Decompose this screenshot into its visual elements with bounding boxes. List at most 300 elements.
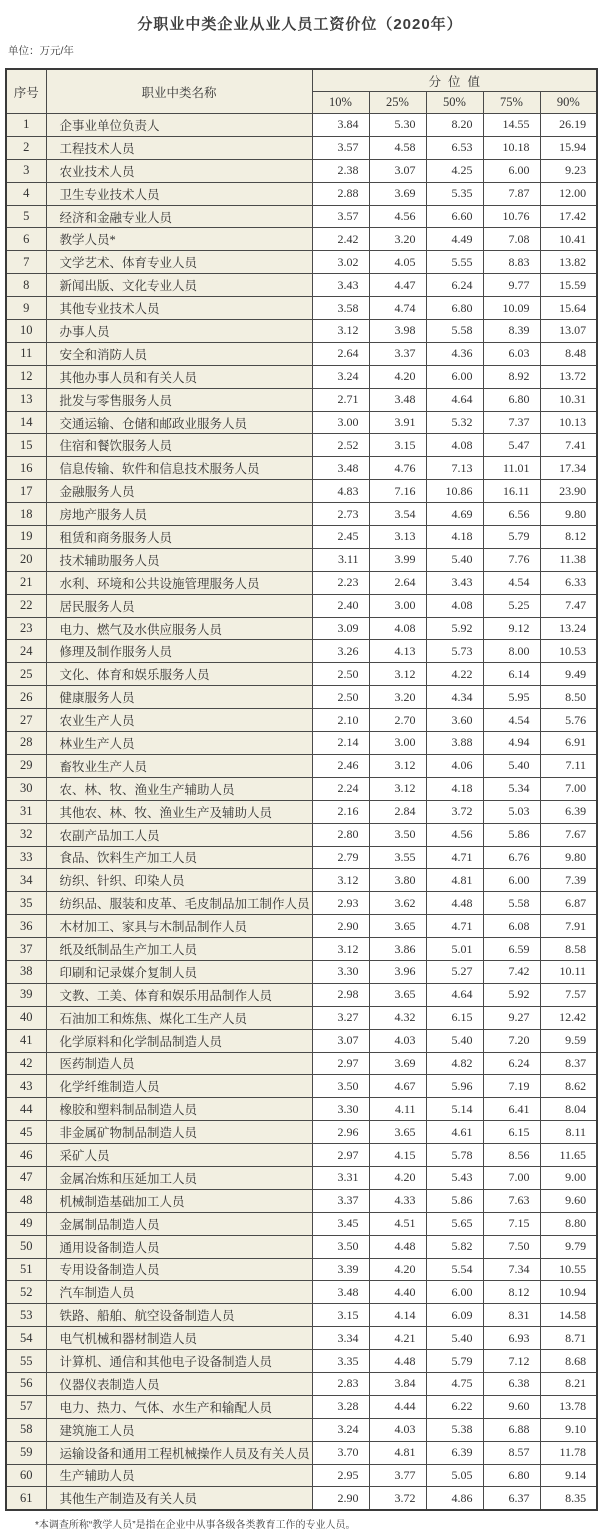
row-index-cell: 38 (6, 960, 46, 983)
occupation-name-cell: 修理及制作服务人员 (46, 640, 312, 663)
value-cell-25: 4.76 (369, 457, 426, 480)
occupation-name-cell: 其他办事人员和有关人员 (46, 365, 312, 388)
value-cell-10: 2.24 (312, 777, 369, 800)
table-row (6, 320, 597, 343)
table-row (6, 1327, 597, 1350)
occupation-name-cell: 安全和消防人员 (46, 342, 312, 365)
occupation-name-cell: 金融服务人员 (46, 480, 312, 503)
value-cell-75: 7.34 (483, 1258, 540, 1281)
value-cell-90: 8.12 (540, 526, 597, 549)
value-cell-25: 3.37 (369, 342, 426, 365)
value-cell-50: 4.36 (426, 342, 483, 365)
value-cell-90: 7.67 (540, 823, 597, 846)
value-cell-25: 3.20 (369, 228, 426, 251)
table-row (6, 732, 597, 755)
value-cell-75: 6.80 (483, 388, 540, 411)
row-index-cell: 47 (6, 1166, 46, 1189)
value-cell-75: 5.86 (483, 823, 540, 846)
value-cell-50: 5.05 (426, 1464, 483, 1487)
table-row (6, 1189, 597, 1212)
value-cell-25: 3.65 (369, 983, 426, 1006)
occupation-name-cell: 化学纤维制造人员 (46, 1075, 312, 1098)
value-cell-75: 7.19 (483, 1075, 540, 1098)
value-cell-90: 7.47 (540, 594, 597, 617)
value-cell-75: 9.77 (483, 274, 540, 297)
value-cell-90: 8.62 (540, 1075, 597, 1098)
occupation-name-cell: 食品、饮料生产加工人员 (46, 846, 312, 869)
value-cell-50: 3.72 (426, 800, 483, 823)
value-cell-50: 4.81 (426, 869, 483, 892)
wage-quantile-table (5, 68, 598, 1511)
value-cell-50: 6.00 (426, 365, 483, 388)
row-index-cell: 26 (6, 686, 46, 709)
row-index-cell: 56 (6, 1372, 46, 1395)
header-quantile-50: 50% (426, 92, 483, 114)
value-cell-75: 6.59 (483, 938, 540, 961)
header-quantile-10: 10% (312, 92, 369, 114)
value-cell-25: 3.12 (369, 754, 426, 777)
value-cell-25: 3.65 (369, 915, 426, 938)
row-index-cell: 1 (6, 114, 46, 137)
table-row (6, 1212, 597, 1235)
value-cell-10: 3.30 (312, 960, 369, 983)
value-cell-25: 4.21 (369, 1327, 426, 1350)
unit-label: 单位：万元/年 (8, 45, 74, 57)
occupation-name-cell: 畜牧业生产人员 (46, 754, 312, 777)
row-index-cell: 43 (6, 1075, 46, 1098)
table-row (6, 365, 597, 388)
row-index-cell: 37 (6, 938, 46, 961)
value-cell-75: 5.47 (483, 434, 540, 457)
value-cell-50: 4.49 (426, 228, 483, 251)
value-cell-25: 4.67 (369, 1075, 426, 1098)
row-index-cell: 10 (6, 320, 46, 343)
occupation-name-cell: 纸及纸制品生产加工人员 (46, 938, 312, 961)
table-row (6, 1487, 597, 1510)
occupation-name-cell: 非金属矿物制品制造人员 (46, 1121, 312, 1144)
value-cell-25: 3.62 (369, 892, 426, 915)
value-cell-75: 7.08 (483, 228, 540, 251)
table-row (6, 915, 597, 938)
value-cell-90: 10.55 (540, 1258, 597, 1281)
header-quantile-75: 75% (483, 92, 540, 114)
header-occupation-name: 职业中类名称 (46, 69, 312, 114)
table-row (6, 114, 597, 137)
table-row (6, 297, 597, 320)
value-cell-10: 3.48 (312, 457, 369, 480)
value-cell-50: 4.48 (426, 892, 483, 915)
value-cell-10: 2.98 (312, 983, 369, 1006)
value-cell-90: 9.79 (540, 1235, 597, 1258)
occupation-name-cell: 建筑施工人员 (46, 1418, 312, 1441)
value-cell-25: 4.14 (369, 1304, 426, 1327)
table-row (6, 1029, 597, 1052)
value-cell-75: 7.00 (483, 1166, 540, 1189)
value-cell-10: 2.46 (312, 754, 369, 777)
occupation-name-cell: 生产辅助人员 (46, 1464, 312, 1487)
row-index-cell: 60 (6, 1464, 46, 1487)
table-row (6, 846, 597, 869)
value-cell-10: 2.83 (312, 1372, 369, 1395)
row-index-cell: 19 (6, 526, 46, 549)
table-row (6, 709, 597, 732)
table-row (6, 342, 597, 365)
occupation-name-cell: 电力、热力、气体、水生产和输配人员 (46, 1395, 312, 1418)
value-cell-10: 2.93 (312, 892, 369, 915)
header-index: 序号 (6, 69, 46, 114)
value-cell-50: 5.27 (426, 960, 483, 983)
value-cell-50: 10.86 (426, 480, 483, 503)
row-index-cell: 2 (6, 136, 46, 159)
table-row (6, 182, 597, 205)
row-index-cell: 39 (6, 983, 46, 1006)
occupation-name-cell: 住宿和餐饮服务人员 (46, 434, 312, 457)
value-cell-75: 7.50 (483, 1235, 540, 1258)
value-cell-50: 4.18 (426, 777, 483, 800)
value-cell-90: 8.11 (540, 1121, 597, 1144)
value-cell-90: 8.37 (540, 1052, 597, 1075)
value-cell-50: 4.71 (426, 846, 483, 869)
occupation-name-cell: 卫生专业技术人员 (46, 182, 312, 205)
value-cell-25: 3.65 (369, 1121, 426, 1144)
value-cell-25: 3.80 (369, 869, 426, 892)
value-cell-75: 6.03 (483, 342, 540, 365)
value-cell-75: 7.20 (483, 1029, 540, 1052)
table-row (6, 1350, 597, 1373)
value-cell-25: 4.32 (369, 1006, 426, 1029)
value-cell-25: 2.84 (369, 800, 426, 823)
occupation-name-cell: 农副产品加工人员 (46, 823, 312, 846)
occupation-name-cell: 橡胶和塑料制品制造人员 (46, 1098, 312, 1121)
value-cell-10: 3.34 (312, 1327, 369, 1350)
value-cell-50: 6.60 (426, 205, 483, 228)
row-index-cell: 36 (6, 915, 46, 938)
value-cell-75: 7.42 (483, 960, 540, 983)
occupation-name-cell: 办事人员 (46, 320, 312, 343)
table-row (6, 1372, 597, 1395)
table-row (6, 823, 597, 846)
value-cell-25: 4.40 (369, 1281, 426, 1304)
value-cell-50: 3.43 (426, 571, 483, 594)
value-cell-25: 3.69 (369, 182, 426, 205)
value-cell-10: 2.38 (312, 159, 369, 182)
occupation-name-cell: 电力、燃气及水供应服务人员 (46, 617, 312, 640)
row-index-cell: 58 (6, 1418, 46, 1441)
occupation-name-cell: 木材加工、家具与木制品制作人员 (46, 915, 312, 938)
value-cell-90: 10.94 (540, 1281, 597, 1304)
value-cell-90: 15.94 (540, 136, 597, 159)
row-index-cell: 20 (6, 548, 46, 571)
row-index-cell: 5 (6, 205, 46, 228)
value-cell-10: 2.52 (312, 434, 369, 457)
row-index-cell: 48 (6, 1189, 46, 1212)
value-cell-10: 3.11 (312, 548, 369, 571)
value-cell-25: 4.58 (369, 136, 426, 159)
value-cell-50: 5.01 (426, 938, 483, 961)
value-cell-10: 3.26 (312, 640, 369, 663)
table-row (6, 640, 597, 663)
value-cell-25: 3.69 (369, 1052, 426, 1075)
occupation-name-cell: 通用设备制造人员 (46, 1235, 312, 1258)
value-cell-25: 3.55 (369, 846, 426, 869)
value-cell-75: 6.88 (483, 1418, 540, 1441)
occupation-name-cell: 石油加工和炼焦、煤化工生产人员 (46, 1006, 312, 1029)
value-cell-50: 6.09 (426, 1304, 483, 1327)
value-cell-10: 3.15 (312, 1304, 369, 1327)
value-cell-75: 8.57 (483, 1441, 540, 1464)
value-cell-25: 3.15 (369, 434, 426, 457)
table-row (6, 274, 597, 297)
value-cell-10: 2.90 (312, 915, 369, 938)
table-row (6, 594, 597, 617)
value-cell-75: 7.76 (483, 548, 540, 571)
value-cell-90: 10.11 (540, 960, 597, 983)
value-cell-25: 4.20 (369, 1166, 426, 1189)
table-row (6, 1098, 597, 1121)
value-cell-25: 4.03 (369, 1029, 426, 1052)
value-cell-75: 6.08 (483, 915, 540, 938)
value-cell-10: 2.80 (312, 823, 369, 846)
value-cell-25: 4.48 (369, 1235, 426, 1258)
value-cell-90: 7.57 (540, 983, 597, 1006)
value-cell-75: 6.93 (483, 1327, 540, 1350)
value-cell-90: 14.58 (540, 1304, 597, 1327)
row-index-cell: 54 (6, 1327, 46, 1350)
value-cell-90: 10.41 (540, 228, 597, 251)
row-index-cell: 28 (6, 732, 46, 755)
value-cell-90: 23.90 (540, 480, 597, 503)
value-cell-75: 5.58 (483, 892, 540, 915)
value-cell-50: 5.82 (426, 1235, 483, 1258)
value-cell-90: 8.21 (540, 1372, 597, 1395)
table-row (6, 411, 597, 434)
value-cell-25: 3.77 (369, 1464, 426, 1487)
occupation-name-cell: 其他生产制造及有关人员 (46, 1487, 312, 1510)
value-cell-75: 6.80 (483, 1464, 540, 1487)
table-row (6, 434, 597, 457)
value-cell-50: 6.39 (426, 1441, 483, 1464)
value-cell-90: 15.59 (540, 274, 597, 297)
occupation-name-cell: 文学艺术、体育专业人员 (46, 251, 312, 274)
value-cell-10: 2.97 (312, 1144, 369, 1167)
occupation-name-cell: 采矿人员 (46, 1144, 312, 1167)
value-cell-25: 3.86 (369, 938, 426, 961)
value-cell-10: 3.00 (312, 411, 369, 434)
value-cell-25: 3.12 (369, 777, 426, 800)
value-cell-90: 17.34 (540, 457, 597, 480)
occupation-name-cell: 居民服务人员 (46, 594, 312, 617)
value-cell-90: 5.76 (540, 709, 597, 732)
value-cell-50: 5.14 (426, 1098, 483, 1121)
table-row (6, 1418, 597, 1441)
value-cell-25: 4.08 (369, 617, 426, 640)
row-index-cell: 7 (6, 251, 46, 274)
table-row (6, 938, 597, 961)
value-cell-50: 6.53 (426, 136, 483, 159)
table-row (6, 548, 597, 571)
row-index-cell: 51 (6, 1258, 46, 1281)
row-index-cell: 14 (6, 411, 46, 434)
row-index-cell: 57 (6, 1395, 46, 1418)
value-cell-75: 5.40 (483, 754, 540, 777)
row-index-cell: 11 (6, 342, 46, 365)
table-row (6, 1235, 597, 1258)
value-cell-10: 3.09 (312, 617, 369, 640)
value-cell-10: 3.07 (312, 1029, 369, 1052)
value-cell-90: 9.80 (540, 846, 597, 869)
table-row (6, 480, 597, 503)
value-cell-25: 3.00 (369, 594, 426, 617)
value-cell-25: 2.70 (369, 709, 426, 732)
value-cell-50: 4.75 (426, 1372, 483, 1395)
value-cell-50: 5.58 (426, 320, 483, 343)
value-cell-90: 12.00 (540, 182, 597, 205)
value-cell-90: 6.87 (540, 892, 597, 915)
value-cell-25: 3.00 (369, 732, 426, 755)
value-cell-10: 2.10 (312, 709, 369, 732)
occupation-name-cell: 纺织品、服装和皮革、毛皮制品加工制作人员 (46, 892, 312, 915)
value-cell-75: 5.03 (483, 800, 540, 823)
value-cell-50: 4.86 (426, 1487, 483, 1510)
value-cell-25: 3.13 (369, 526, 426, 549)
table-row (6, 1441, 597, 1464)
occupation-name-cell: 金属制品制造人员 (46, 1212, 312, 1235)
table-row (6, 1006, 597, 1029)
value-cell-75: 6.14 (483, 663, 540, 686)
value-cell-10: 2.71 (312, 388, 369, 411)
value-cell-50: 5.40 (426, 548, 483, 571)
value-cell-25: 3.72 (369, 1487, 426, 1510)
value-cell-50: 5.38 (426, 1418, 483, 1441)
value-cell-25: 3.48 (369, 388, 426, 411)
value-cell-10: 3.57 (312, 205, 369, 228)
value-cell-75: 14.55 (483, 114, 540, 137)
value-cell-10: 3.70 (312, 1441, 369, 1464)
value-cell-90: 7.41 (540, 434, 597, 457)
header-quantile-group: 分位值 (312, 69, 597, 92)
table-row (6, 388, 597, 411)
value-cell-25: 3.12 (369, 663, 426, 686)
table-row (6, 1075, 597, 1098)
value-cell-75: 9.12 (483, 617, 540, 640)
value-cell-50: 4.06 (426, 754, 483, 777)
value-cell-10: 3.45 (312, 1212, 369, 1235)
occupation-name-cell: 林业生产人员 (46, 732, 312, 755)
occupation-name-cell: 汽车制造人员 (46, 1281, 312, 1304)
occupation-name-cell: 工程技术人员 (46, 136, 312, 159)
table-row (6, 1395, 597, 1418)
value-cell-50: 7.13 (426, 457, 483, 480)
value-cell-10: 2.79 (312, 846, 369, 869)
row-index-cell: 53 (6, 1304, 46, 1327)
value-cell-90: 11.38 (540, 548, 597, 571)
value-cell-50: 4.82 (426, 1052, 483, 1075)
occupation-name-cell: 专用设备制造人员 (46, 1258, 312, 1281)
occupation-name-cell: 企事业单位负责人 (46, 114, 312, 137)
occupation-name-cell: 水利、环境和公共设施管理服务人员 (46, 571, 312, 594)
value-cell-50: 5.65 (426, 1212, 483, 1235)
value-cell-90: 13.82 (540, 251, 597, 274)
value-cell-50: 8.20 (426, 114, 483, 137)
value-cell-75: 5.92 (483, 983, 540, 1006)
value-cell-25: 4.20 (369, 1258, 426, 1281)
value-cell-10: 3.35 (312, 1350, 369, 1373)
value-cell-50: 6.80 (426, 297, 483, 320)
value-cell-90: 13.24 (540, 617, 597, 640)
value-cell-90: 6.33 (540, 571, 597, 594)
value-cell-75: 6.15 (483, 1121, 540, 1144)
value-cell-90: 7.11 (540, 754, 597, 777)
value-cell-75: 6.24 (483, 1052, 540, 1075)
value-cell-90: 11.78 (540, 1441, 597, 1464)
occupation-name-cell: 化学原料和化学制品制造人员 (46, 1029, 312, 1052)
occupation-name-cell: 机械制造基础加工人员 (46, 1189, 312, 1212)
row-index-cell: 55 (6, 1350, 46, 1373)
value-cell-10: 3.57 (312, 136, 369, 159)
row-index-cell: 52 (6, 1281, 46, 1304)
value-cell-90: 7.00 (540, 777, 597, 800)
row-index-cell: 18 (6, 503, 46, 526)
value-cell-50: 5.40 (426, 1327, 483, 1350)
occupation-name-cell: 批发与零售服务人员 (46, 388, 312, 411)
table-row (6, 869, 597, 892)
table-row (6, 1052, 597, 1075)
value-cell-10: 3.58 (312, 297, 369, 320)
value-cell-25: 3.84 (369, 1372, 426, 1395)
occupation-name-cell: 健康服务人员 (46, 686, 312, 709)
occupation-name-cell: 计算机、通信和其他电子设备制造人员 (46, 1350, 312, 1373)
value-cell-50: 4.25 (426, 159, 483, 182)
occupation-name-cell: 电气机械和器材制造人员 (46, 1327, 312, 1350)
value-cell-25: 4.33 (369, 1189, 426, 1212)
table-row (6, 892, 597, 915)
row-index-cell: 8 (6, 274, 46, 297)
value-cell-75: 8.12 (483, 1281, 540, 1304)
row-index-cell: 50 (6, 1235, 46, 1258)
value-cell-75: 6.00 (483, 159, 540, 182)
table-row (6, 1464, 597, 1487)
row-index-cell: 30 (6, 777, 46, 800)
value-cell-10: 2.96 (312, 1121, 369, 1144)
value-cell-50: 5.54 (426, 1258, 483, 1281)
value-cell-50: 4.34 (426, 686, 483, 709)
table-row (6, 503, 597, 526)
header-quantile-25: 25% (369, 92, 426, 114)
value-cell-10: 3.27 (312, 1006, 369, 1029)
page-title: 分职业中类企业从业人员工资价位（2020年） (137, 16, 463, 33)
value-cell-50: 3.60 (426, 709, 483, 732)
value-cell-75: 4.54 (483, 571, 540, 594)
value-cell-90: 8.48 (540, 342, 597, 365)
value-cell-10: 3.02 (312, 251, 369, 274)
value-cell-10: 3.39 (312, 1258, 369, 1281)
value-cell-10: 2.90 (312, 1487, 369, 1510)
value-cell-75: 8.83 (483, 251, 540, 274)
value-cell-90: 26.19 (540, 114, 597, 137)
value-cell-90: 8.58 (540, 938, 597, 961)
row-index-cell: 42 (6, 1052, 46, 1075)
row-index-cell: 41 (6, 1029, 46, 1052)
value-cell-90: 17.42 (540, 205, 597, 228)
value-cell-25: 3.99 (369, 548, 426, 571)
value-cell-50: 5.86 (426, 1189, 483, 1212)
value-cell-75: 6.38 (483, 1372, 540, 1395)
row-index-cell: 33 (6, 846, 46, 869)
table-row (6, 1121, 597, 1144)
row-index-cell: 32 (6, 823, 46, 846)
occupation-name-cell: 农业生产人员 (46, 709, 312, 732)
row-index-cell: 21 (6, 571, 46, 594)
